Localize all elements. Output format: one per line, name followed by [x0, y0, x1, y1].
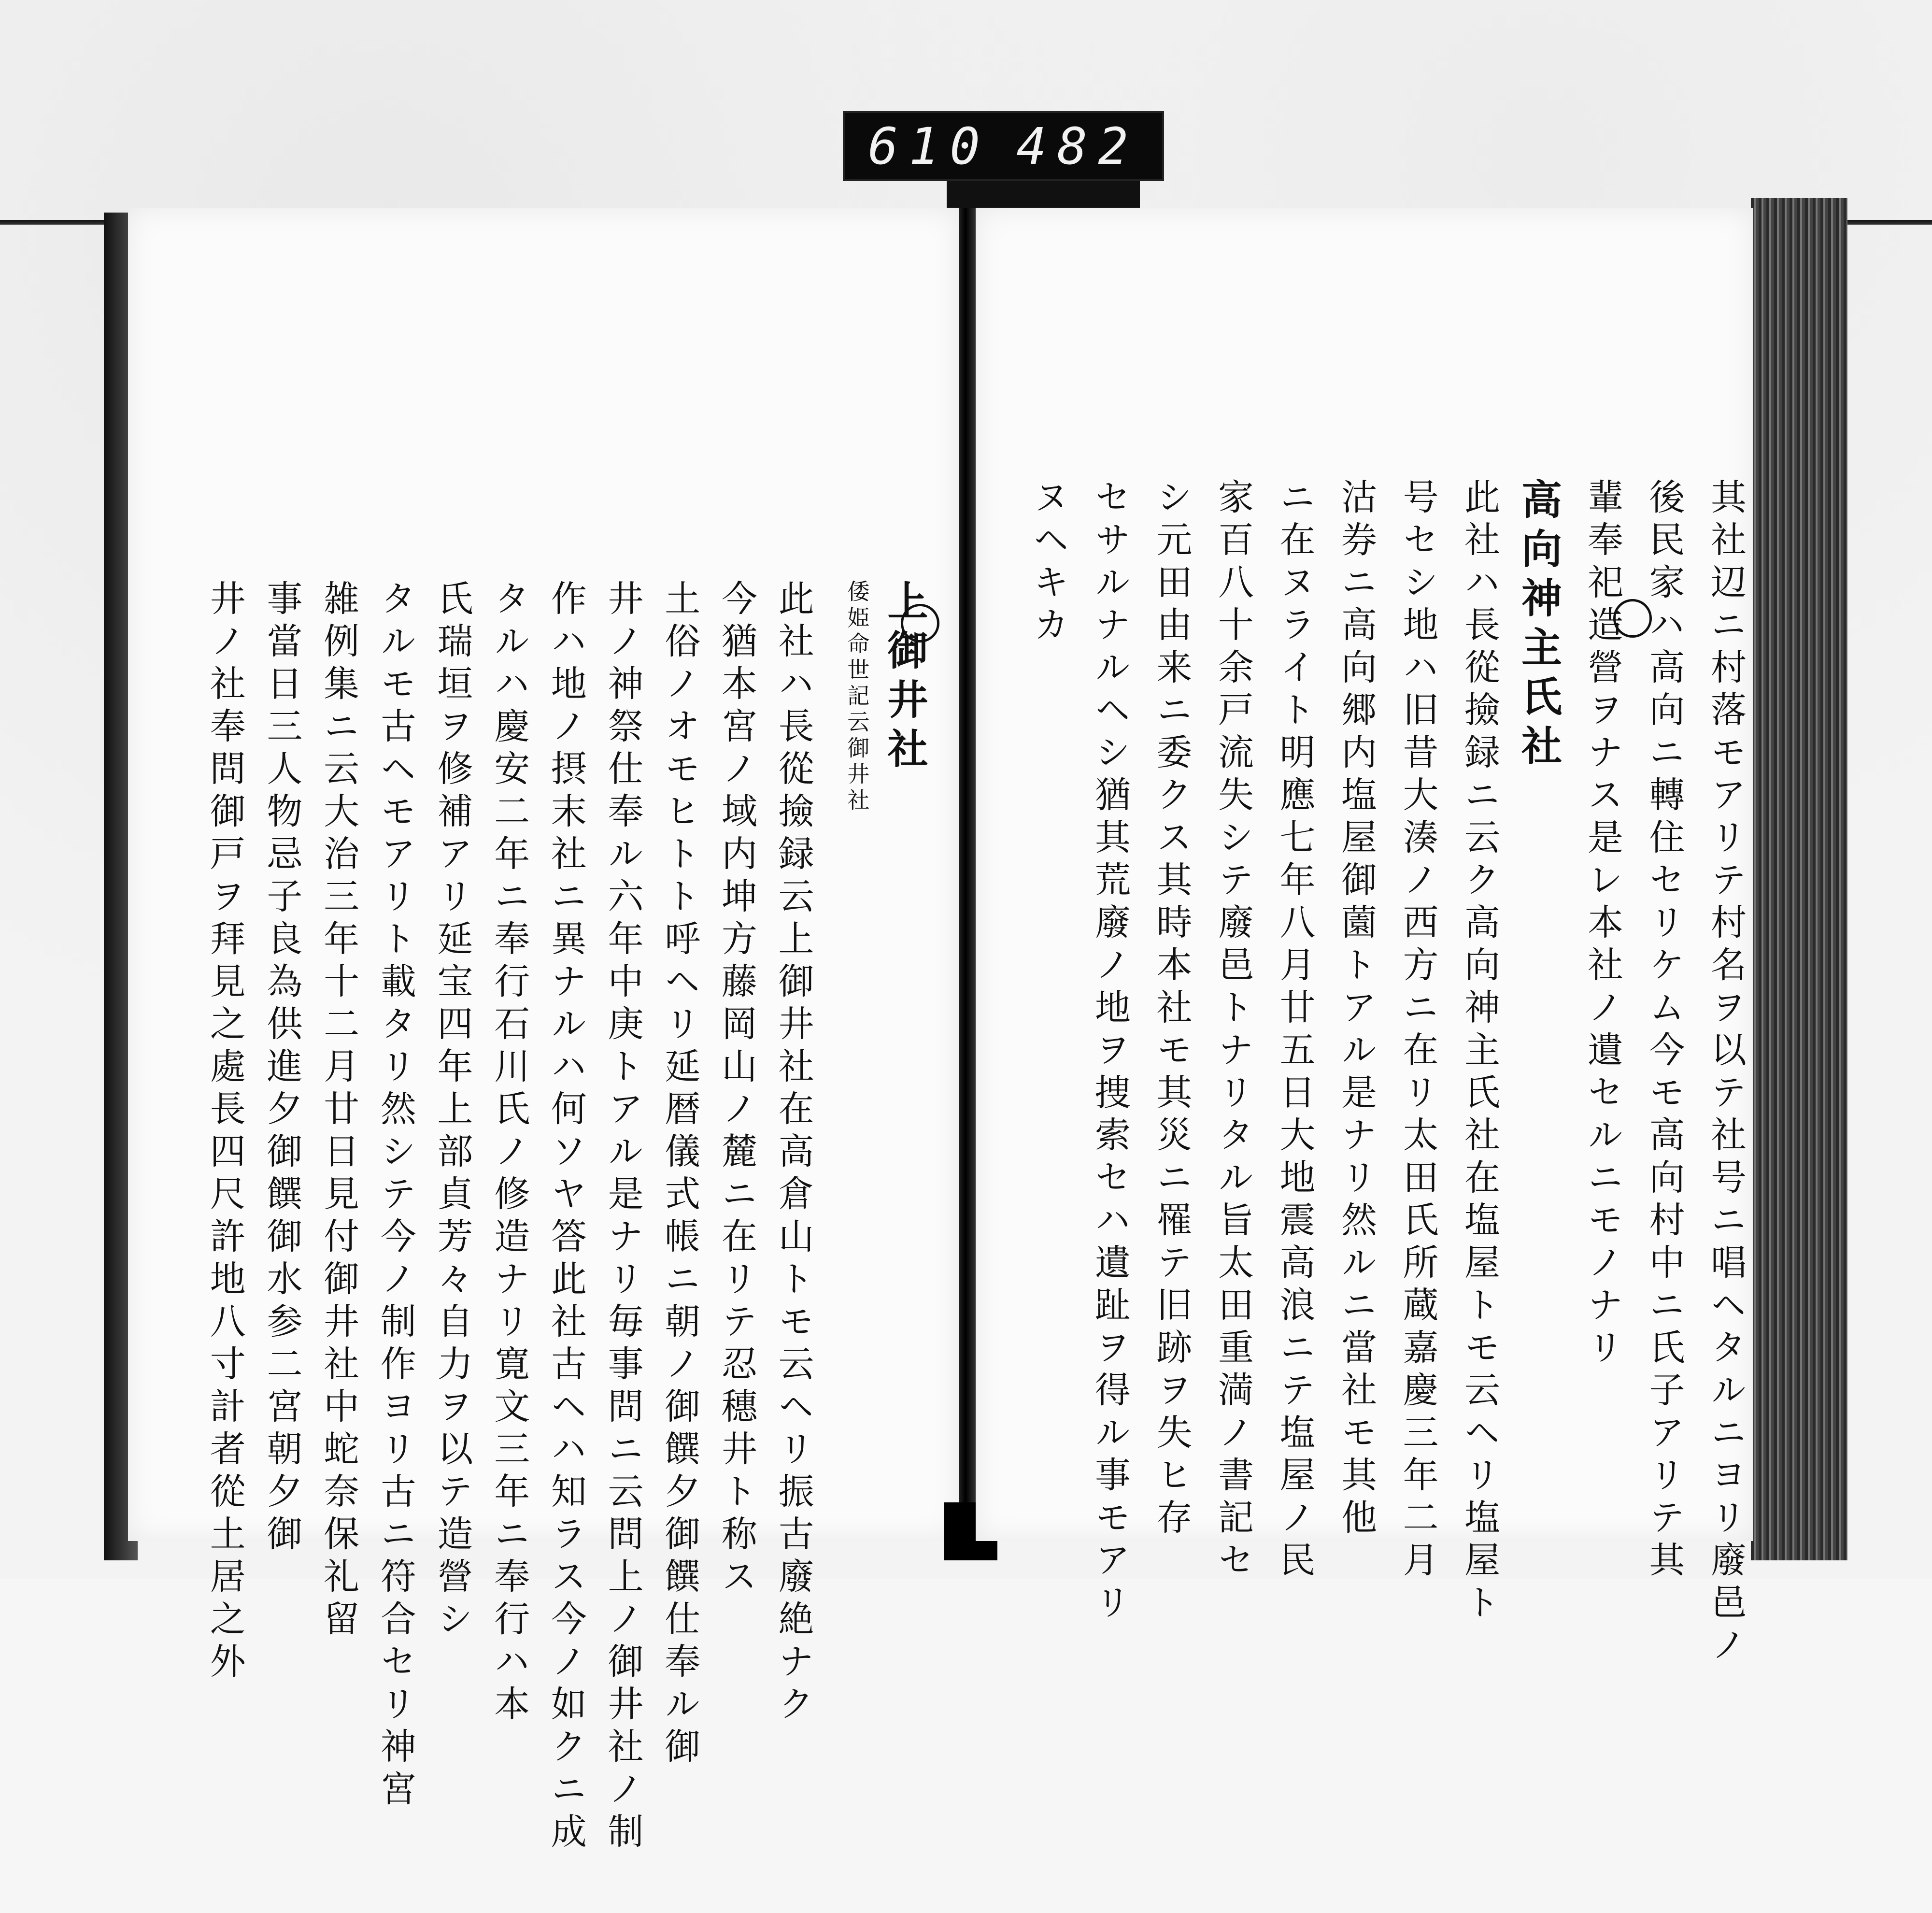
text-column: 井ノ神祭仕奉ル六年中庚トアル是ナリ毎事問ニ云問上ノ御井社ノ制 — [602, 580, 644, 1855]
text-column: 号セシ地ハ旧昔大湊ノ西方ニ在リ太田氏所蔵嘉慶三年二月 — [1397, 478, 1439, 1584]
text-column: セサルナルヘシ猶其荒廢ノ地ヲ捜索セハ遺趾ヲ得ル事モアリ — [1089, 478, 1131, 1626]
text-column: 沽券ニ高向郷内塩屋御薗トアル是ナリ然ルニ當社モ其他 — [1335, 478, 1377, 1541]
right-page — [976, 208, 1753, 1669]
book-page-edges-right — [1751, 198, 1847, 1560]
text-column: 此社ハ長從撿録ニ云ク高向神主氏社在塩屋トモ云ヘリ塩屋ト — [1459, 478, 1500, 1626]
text-column: タルモ古ヘモアリト載タリ然シテ今ノ制作ヨリ古ニ符合セリ神宮 — [374, 580, 416, 1813]
text-column: 雑例集ニ云大治三年十二月廿日見付御井社中蛇奈保礼留 — [318, 580, 360, 1642]
text-column: 土俗ノオモヒトト呼ヘリ延暦儀式帳ニ朝ノ御饌夕御饌仕奉ル御 — [659, 580, 701, 1770]
text-column: 井ノ社奉問御戸ヲ拜見之處長四尺許地八寸計者從土居之外 — [204, 580, 246, 1685]
text-column: 今猶本宮ノ域内坤方藤岡山ノ麓ニ在リテ忍穗井ト称ス — [715, 580, 757, 1600]
text-column: 其社辺ニ村落モアリテ村名ヲ以テ社号ニ唱ヘタルニヨリ廢邑ノ — [1705, 478, 1747, 1669]
section-heading: 高向神主氏社 — [1515, 478, 1563, 774]
left-page-text — [186, 580, 929, 1913]
text-column: 作ハ地ノ摂末社ニ異ナルハ何ソヤ答此社古ヘハ知ラス今ノ如クニ成 — [545, 580, 587, 1855]
text-column: 家百八十余戸流失シテ廢邑トナリタル旨太田重満ノ書記セ — [1212, 478, 1254, 1584]
section-heading: 上御井社 — [881, 580, 929, 777]
text-column: シ元田由来ニ委クス其時本社モ其災ニ罹テ旧跡ヲ失ヒ存 — [1151, 478, 1193, 1541]
text-column: 氏瑞垣ヲ修補アリ延宝四年上部貞芳々自力ヲ以テ造營シ — [431, 580, 473, 1642]
plate-left-number: 610 — [868, 116, 991, 176]
text-column: ニ在ヌライト明應七年八月廿五日大地震高浪ニテ塩屋ノ民 — [1274, 478, 1316, 1584]
text-column: 後民家ハ高向ニ轉住セリケム今モ高向村中ニ氏子アリテ其 — [1643, 478, 1685, 1584]
text-column: 輩奉祀造營ヲナス是レ本社ノ遺セルニモノナリ — [1582, 478, 1623, 1371]
left-page — [128, 208, 959, 1855]
catalog-number-plate — [843, 111, 1164, 181]
open-book — [104, 198, 1847, 1855]
book-gutter — [959, 208, 976, 1560]
plate-right-number: 482 — [1016, 116, 1139, 176]
text-column: 此社ハ長從撿録云上御井社在高倉山トモ云ヘリ振古廢絶ナク — [772, 580, 814, 1727]
text-column: 倭姫命世記云御井社 — [844, 580, 870, 814]
text-column: 事當日三人物忌子良為供進夕御饌御水参二宮朝夕御 — [261, 580, 303, 1557]
text-column: タルハ慶安二年ニ奉行石川氏ノ修造ナリ寛文三年ニ奉行ハ本 — [488, 580, 530, 1727]
right-page-text — [1005, 478, 1747, 1812]
text-column: ヌヘキカ — [1027, 478, 1069, 648]
